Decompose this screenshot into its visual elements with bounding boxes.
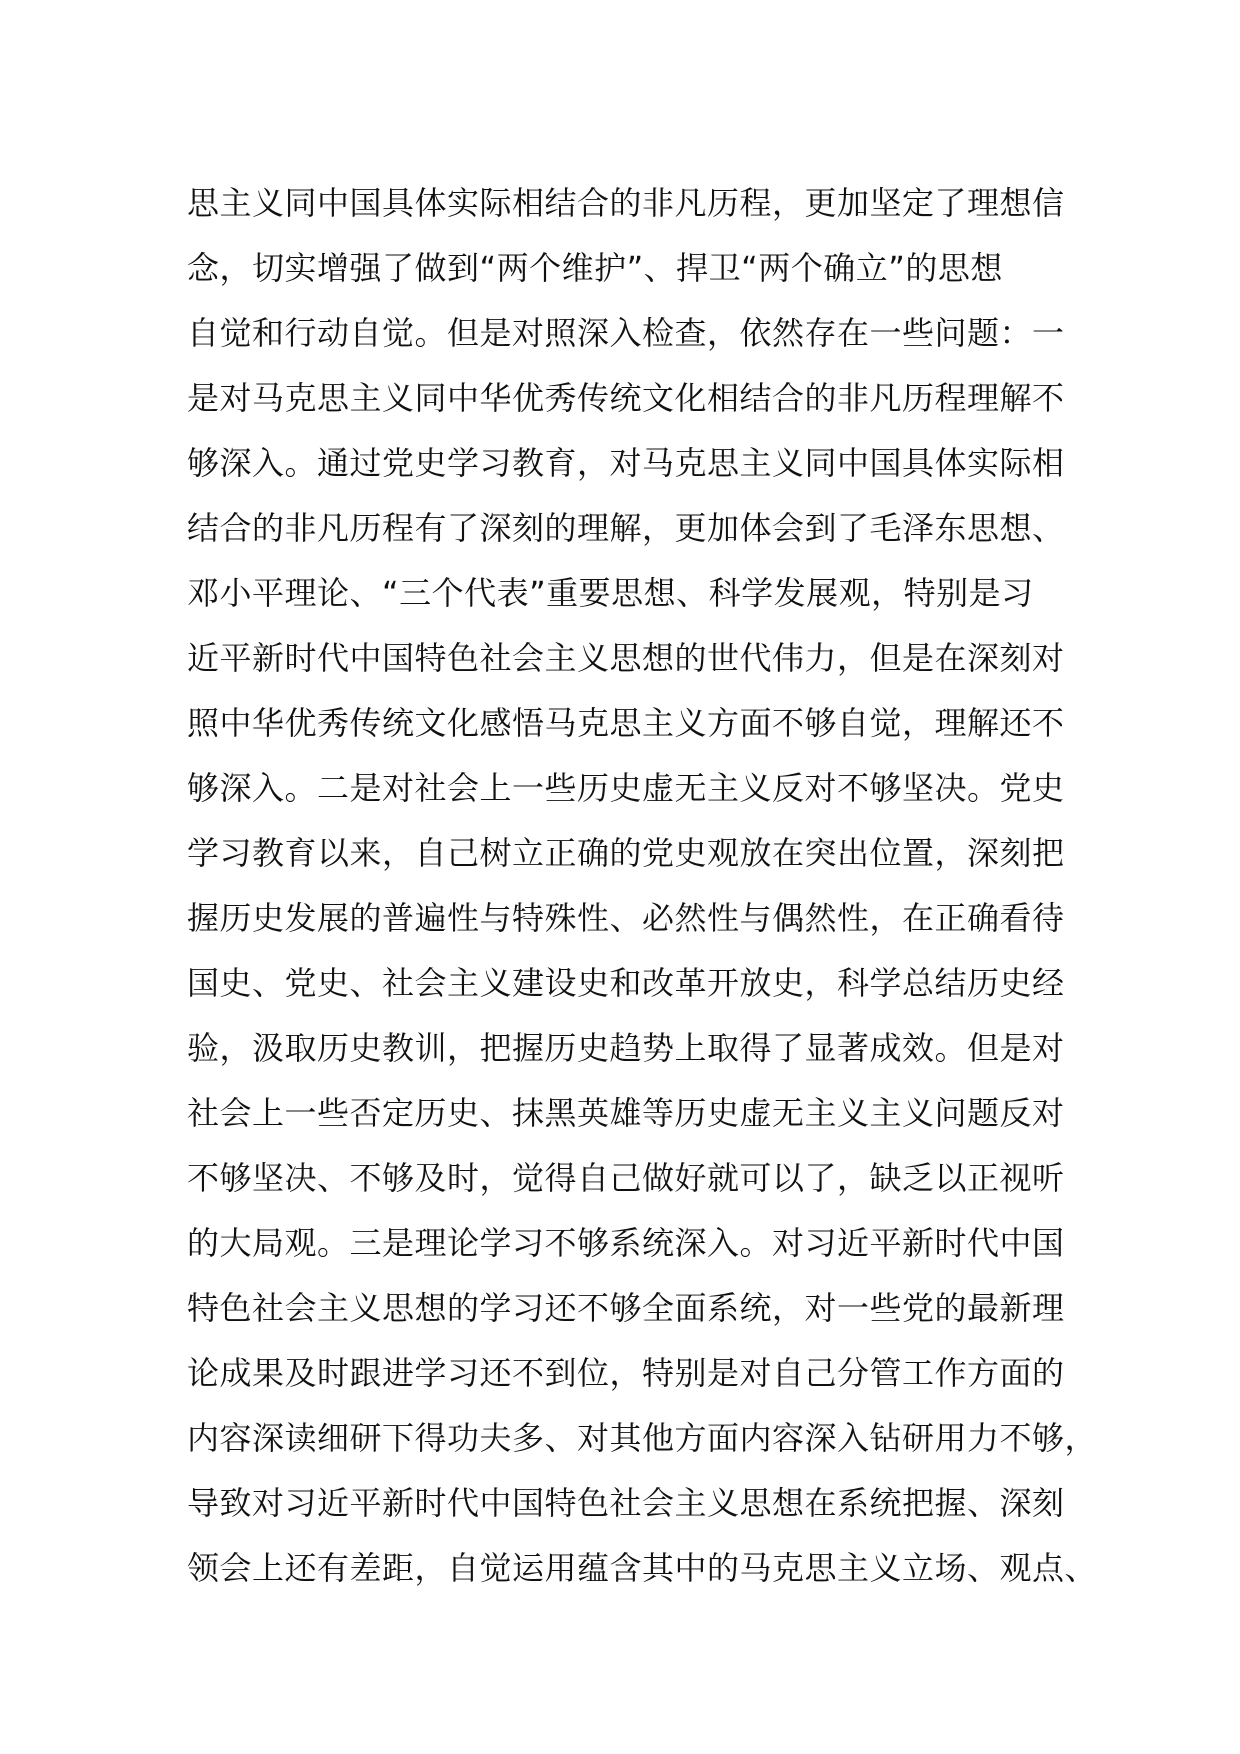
- text-line-15: 社会上一些否定历史、抹黑英雄等历史虚无主义主义问题反对: [187, 1094, 1065, 1132]
- text-line-18: 特色社会主义思想的学习还不够全面系统，对一些党的最新理: [187, 1289, 1065, 1327]
- text-line-3: 自觉和行动自觉。但是对照深入检查，依然存在一些问题：一: [187, 314, 1065, 352]
- text-line-5: 够深入。通过党史学习教育，对马克思主义同中国具体实际相: [187, 444, 1065, 482]
- text-line-10: 够深入。二是对社会上一些历史虚无主义反对不够坚决。党史: [187, 769, 1065, 807]
- text-line-21: 导致对习近平新时代中国特色社会主义思想在系统把握、深刻: [187, 1484, 1065, 1522]
- text-line-17: 的大局观。三是理论学习不够系统深入。对习近平新时代中国: [187, 1224, 1065, 1262]
- body-text: [187, 171, 1098, 1601]
- text-line-4: 是对马克思主义同中华优秀传统文化相结合的非凡历程理解不: [187, 379, 1065, 417]
- text-line-14: 验，汲取历史教训，把握历史趋势上取得了显著成效。但是对: [187, 1029, 1065, 1067]
- text-line-2: 念，切实增强了做到“两个维护”、捍卫“两个确立”的思想: [187, 249, 1003, 287]
- text-line-19: 论成果及时跟进学习还不到位，特别是对自己分管工作方面的: [187, 1354, 1065, 1392]
- text-line-20: 内容深读细研下得功夫多、对其他方面内容深入钻研用力不够，: [187, 1419, 1098, 1457]
- text-line-1: 思主义同中国具体实际相结合的非凡历程，更加坚定了理想信: [187, 184, 1065, 222]
- text-line-7: 邓小平理论、“三个代表”重要思想、科学发展观，特别是习: [187, 574, 1034, 612]
- text-line-12: 握历史发展的普遍性与特殊性、必然性与偶然性，在正确看待: [187, 899, 1065, 937]
- text-line-9: 照中华优秀传统文化感悟马克思主义方面不够自觉，理解还不: [187, 704, 1065, 742]
- text-line-8: 近平新时代中国特色社会主义思想的世代伟力，但是在深刻对: [187, 639, 1065, 677]
- text-line-6: 结合的非凡历程有了深刻的理解，更加体会到了毛泽东思想、: [187, 509, 1065, 547]
- text-line-13: 国史、党史、社会主义建设史和改革开放史，科学总结历史经: [187, 964, 1065, 1002]
- text-line-11: 学习教育以来，自己树立正确的党史观放在突出位置，深刻把: [187, 834, 1065, 872]
- text-line-22: 领会上还有差距，自觉运用蕴含其中的马克思主义立场、观点、: [187, 1549, 1098, 1587]
- text-line-16: 不够坚决、不够及时，觉得自己做好就可以了，缺乏以正视听: [187, 1159, 1065, 1197]
